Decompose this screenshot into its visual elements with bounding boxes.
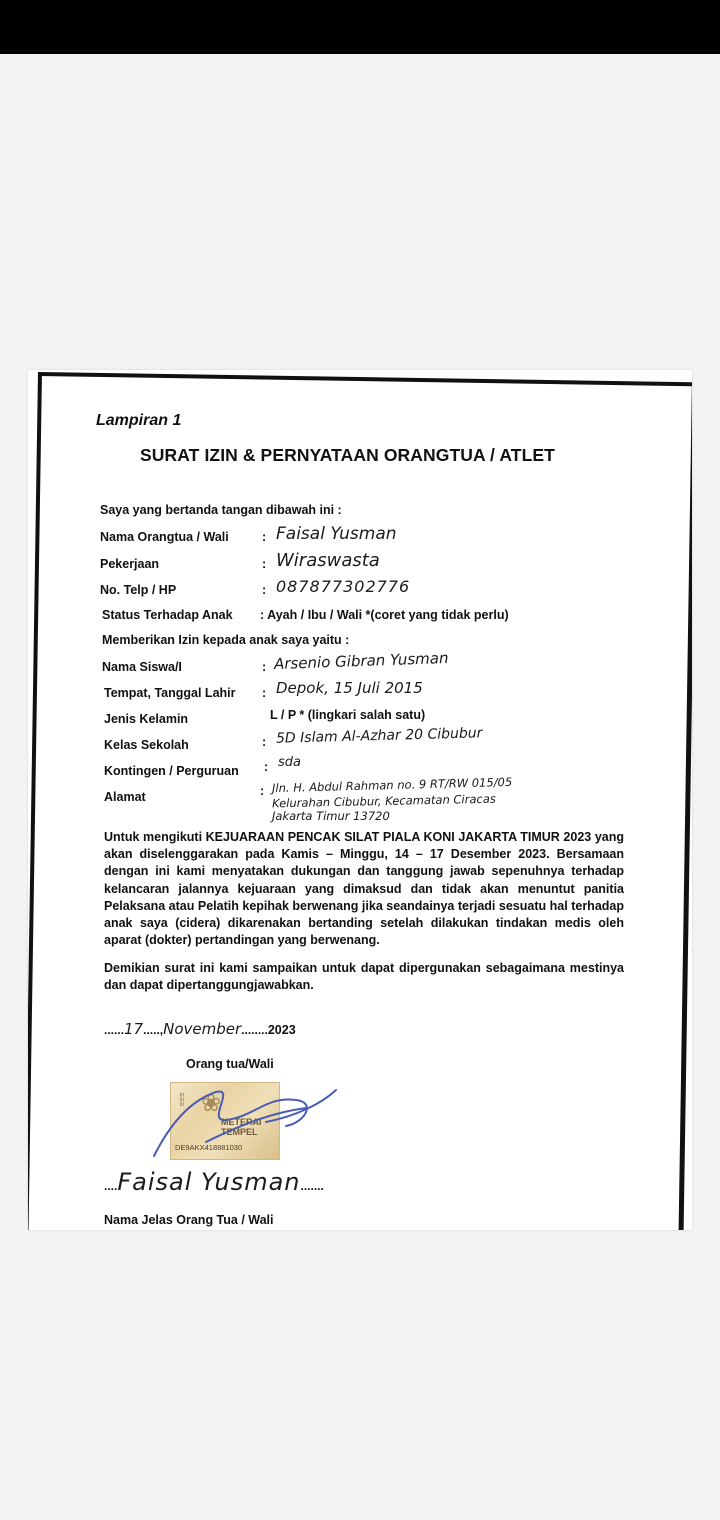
label-status: Status Terhadap Anak — [102, 608, 233, 622]
dotted-fill: ...... — [104, 1023, 125, 1037]
label-jenis-kelamin: Jenis Kelamin — [104, 712, 189, 726]
colon: : — [262, 557, 267, 571]
signature-scribble — [146, 1082, 346, 1162]
give-permission-text: Memberikan Izin kepada anak saya yaitu : — [102, 633, 350, 647]
date-year: 2023 — [267, 1023, 296, 1037]
value-alamat-line2: Kelurahan Cibubur, Kecamatan Ciracas — [271, 791, 496, 811]
signer-name: Faisal Yusman — [117, 1168, 301, 1196]
dotted-fill: .... — [104, 1179, 118, 1193]
stamp-decoration: ≡≡≡ — [177, 1092, 187, 1107]
signer-role: Orang tua/Wali — [186, 1057, 274, 1071]
colon: : — [264, 760, 269, 774]
value-nama-siswa: Arsenio Gibran Yusman — [273, 648, 449, 674]
intro-text: Saya yang bertanda tangan dibawah ini : — [100, 503, 342, 517]
date-day: 17 — [124, 1020, 144, 1038]
label-alamat: Alamat — [104, 790, 146, 804]
label-kelas: Kelas Sekolah — [104, 738, 189, 752]
lampiran-label: Lampiran 1 — [96, 412, 182, 429]
value-alamat-line1: Jln. H. Abdul Rahman no. 9 RT/RW 015/05 — [271, 774, 513, 796]
dotted-fill: ....., — [143, 1023, 164, 1037]
colon: : — [262, 583, 267, 597]
stamp-serial: DE9AKX418881030 — [175, 1143, 243, 1152]
signer-name-line — [104, 1168, 324, 1196]
date-line — [104, 1020, 296, 1038]
value-alamat-line3: Jakarta Timur 13720 — [272, 809, 390, 823]
document-photo — [28, 370, 692, 1230]
label-telp: No. Telp / HP — [100, 583, 177, 597]
value-telp: 087877302776 — [276, 577, 411, 596]
date-month: November — [163, 1020, 242, 1038]
colon: : — [262, 530, 267, 544]
statement-paragraph: Untuk mengikuti KEJUARAAN PENCAK SILAT PIALA KONI JAKARTA TIMUR 2023 yang akan diselenggarakan pada Kamis – Minggu, 14 – 17 Desember 2023. Bersamaan dengan ini kami menyatakan dukungan dan tanggung jawab sepenuhnya terhadap kelancaran jalannya kejuaraan yang dimaksud dan tidak akan menuntut panitia Pelaksana atau Pelatih kepihak berwenang jika seandainya terjadi sesuatu hal terhadap anak saya (cidera) dikarenakan bertanding setelah dilakukan tindakan medis oleh aparat (dokter) pertandingan yang berwenang. — [104, 830, 624, 948]
label-pekerjaan: Pekerjaan — [100, 557, 160, 571]
value-kelas: 5D Islam Al-Azhar 20 Cibubur — [275, 725, 483, 747]
value-jenis-kelamin: L / P * (lingkari salah satu) — [270, 708, 426, 722]
colon: : — [262, 660, 267, 674]
label-nama-orangtua: Nama Orangtua / Wali — [100, 530, 229, 544]
label-kontingen: Kontingen / Perguruan — [104, 764, 239, 778]
label-nama-siswa: Nama Siswa/I — [102, 660, 182, 674]
dotted-fill: ........ — [241, 1023, 268, 1037]
stamp-label: METERAI TEMPEL — [221, 1117, 262, 1137]
colon: : — [260, 784, 265, 798]
name-caption: Nama Jelas Orang Tua / Wali — [104, 1213, 274, 1227]
label-ttl: Tempat, Tanggal Lahir — [104, 686, 236, 700]
status-bar — [0, 0, 720, 54]
document-title: SURAT IZIN & PERNYATAAN ORANGTUA / ATLET — [140, 445, 555, 465]
value-nama-orangtua: Faisal Yusman — [276, 524, 397, 544]
value-status: : Ayah / Ibu / Wali *(coret yang tidak perlu) — [260, 608, 509, 622]
colon: : — [262, 735, 267, 749]
garuda-emblem-icon: ❀ — [201, 1090, 222, 1117]
dotted-fill: ....... — [300, 1179, 324, 1193]
value-pekerjaan: Wiraswasta — [276, 550, 380, 571]
value-kontingen: sda — [278, 755, 301, 770]
document-content — [28, 370, 692, 1230]
value-ttl: Depok, 15 Juli 2015 — [276, 679, 423, 697]
closing-paragraph: Demikian surat ini kami sampaikan untuk dapat dipergunakan sebagaimana mestinya dan dapat dipertanggungjawabkan. — [104, 961, 624, 993]
colon: : — [262, 686, 267, 700]
